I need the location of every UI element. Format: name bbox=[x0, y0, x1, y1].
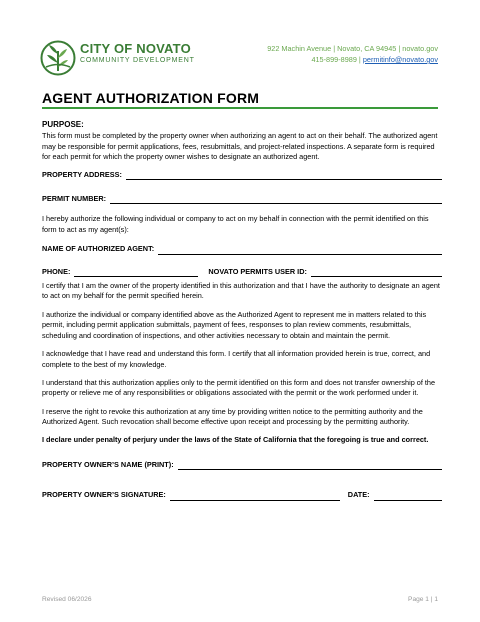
permit-number-field[interactable] bbox=[110, 195, 442, 204]
owner-signature-row bbox=[42, 490, 442, 500]
header bbox=[0, 0, 480, 80]
brand-department: COMMUNITY DEVELOPMENT bbox=[80, 57, 195, 64]
property-address-field[interactable] bbox=[126, 171, 442, 180]
novato-logo-icon bbox=[40, 40, 76, 76]
contact-block bbox=[267, 43, 438, 65]
date-field[interactable] bbox=[374, 492, 442, 501]
footer-page-number: Page 1 | 1 bbox=[408, 596, 438, 603]
contact-line bbox=[267, 54, 438, 65]
phone-field[interactable] bbox=[74, 268, 198, 277]
contact-email-link[interactable]: permitinfo@novato.gov bbox=[362, 55, 438, 64]
agent-name-label: NAME OF AUTHORIZED AGENT: bbox=[42, 244, 155, 254]
title-divider bbox=[42, 107, 438, 109]
phone-label: PHONE: bbox=[42, 266, 71, 276]
brand-city: CITY OF NOVATO bbox=[80, 41, 191, 56]
user-id-label: NOVATO PERMITS USER ID: bbox=[208, 266, 307, 276]
footer-revised: Revised 06/2026 bbox=[42, 596, 92, 603]
permit-number-row bbox=[42, 194, 442, 204]
owner-name-field[interactable] bbox=[178, 461, 442, 470]
form-content bbox=[42, 120, 442, 501]
owner-signature-field[interactable] bbox=[170, 492, 340, 501]
declaration-text: I declare under penalty of perjury under the laws of the State of California that the foregoing is true and correct. bbox=[42, 434, 429, 444]
authorize-intro-text: I hereby authorize the following individual or company to act on my behalf in connection with the permit identified on this form to act as my agent(s): bbox=[42, 214, 429, 234]
owner-signature-label: PROPERTY OWNER’S SIGNATURE: bbox=[42, 490, 166, 500]
page-title: AGENT AUTHORIZATION FORM bbox=[42, 90, 260, 106]
purpose-heading: PURPOSE: bbox=[42, 120, 84, 129]
property-address-row bbox=[42, 170, 442, 180]
acknowledge-text: I acknowledge that I have read and understand this form. I certify that all information provided herein is true, correct, and complete to the best of my knowledge. bbox=[42, 349, 431, 369]
owner-name-label: PROPERTY OWNER’S NAME (PRINT): bbox=[42, 459, 174, 469]
contact-address: 922 Machin Avenue | Novato, CA 94945 | novato.gov bbox=[267, 44, 438, 53]
permit-number-label: PERMIT NUMBER: bbox=[42, 194, 107, 204]
brand-block bbox=[80, 42, 195, 65]
date-label: DATE: bbox=[347, 490, 370, 500]
phone-userid-row bbox=[42, 267, 442, 277]
purpose-text: This form must be completed by the property owner when authorizing an agent to act on their behalf. The authorized agent may be responsible for permit applications, fees, resubmittals, and project-related inspections. A separate form is required for each permit for which the property owner wishes to designate an authorized agent. bbox=[42, 131, 438, 162]
certify-text: I certify that I am the owner of the property identified in this authorization and that I have the authority to designate an agent to act on my behalf for the permit specified herein. bbox=[42, 281, 440, 301]
authorize-scope-text: I authorize the individual or company identified above as the Authorized Agent to represent me in matters related to this permit, including permit application submittals, payment of fees, responses to plan review comments, resubmittals, scheduling and coordination of inspections, and other activities necessary to obtain and maintain the permit. bbox=[42, 309, 427, 340]
agent-name-field[interactable] bbox=[158, 246, 442, 255]
understand-text: I understand that this authorization applies only to the permit identified on this form and does not transfer ownership of the property or relieve me of any responsibilities or obligations associated with the permit or the work performed under it. bbox=[42, 377, 436, 398]
agent-name-row bbox=[42, 244, 442, 254]
owner-name-row bbox=[42, 460, 442, 470]
contact-phone: 415-899-8989 | bbox=[311, 55, 361, 64]
revoke-text: I reserve the right to revoke this authorization at any time by providing written notice to the permitting authority and the Authorized Agent. Such revocation shall become effective upon receipt and processing by the permitting authority. bbox=[42, 406, 423, 427]
property-address-label: PROPERTY ADDRESS: bbox=[42, 169, 122, 179]
user-id-field[interactable] bbox=[311, 268, 442, 277]
